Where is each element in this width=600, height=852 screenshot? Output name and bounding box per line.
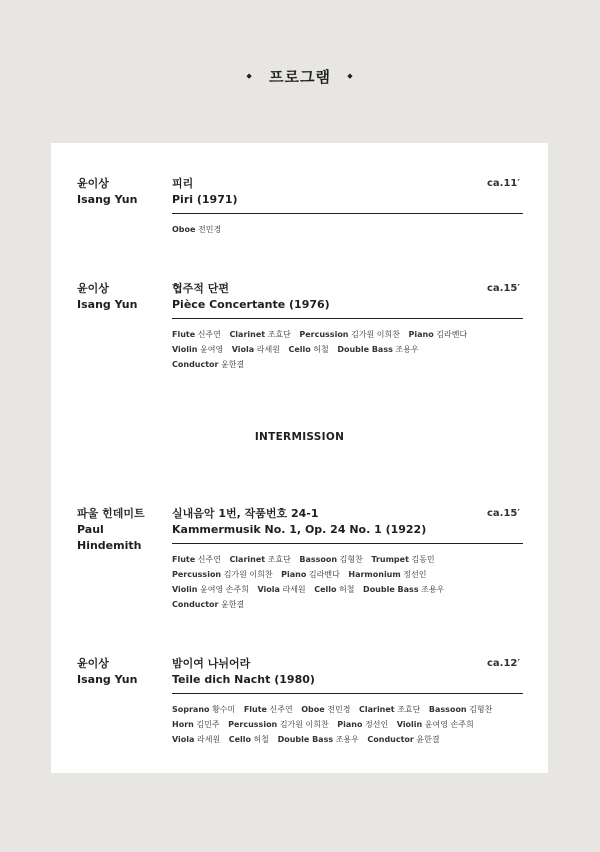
performer-names: 조용우 (395, 345, 419, 354)
performer-role: Double Bass (337, 345, 393, 354)
performers (172, 702, 532, 747)
performer-names: 정선인 (403, 570, 427, 579)
performer-role: Flute (172, 330, 196, 339)
performers (172, 552, 532, 612)
title-korean: 실내음악 1번, 작품번호 24-1 (172, 507, 319, 520)
title-english: Piri (1971) (172, 193, 238, 206)
composer (77, 176, 167, 208)
performer-names: 김가원 이희찬 (279, 720, 329, 729)
performer-line (172, 552, 532, 567)
performer-names: 신주연 (197, 330, 221, 339)
program-card (51, 143, 548, 773)
composer-korean: 윤이상 (77, 657, 109, 670)
composer-korean: 파울 힌데미트 (77, 507, 145, 520)
duration: ca.15′ (486, 508, 520, 519)
performer-names: 라세원 (196, 735, 221, 744)
performer-line (172, 702, 532, 717)
duration: ca.15′ (486, 283, 520, 294)
performer-names: 신주연 (197, 555, 221, 564)
piece-title (172, 281, 522, 313)
performer-role: Oboe (301, 705, 325, 714)
performer-names: 윤여영 (200, 345, 224, 354)
title-korean: 협주적 단편 (172, 282, 229, 295)
performer-role: Viola (257, 585, 280, 594)
performer-names: 정선인 (365, 720, 389, 729)
performer-role: Oboe (172, 225, 196, 234)
composer-korean: 윤이상 (77, 177, 109, 190)
performer-role: Conductor (172, 600, 219, 609)
performer-line (172, 582, 532, 597)
performer-role: Percussion (228, 720, 278, 729)
duration: ca.11′ (486, 178, 520, 189)
composer (77, 506, 167, 554)
performer-role: Soprano (172, 705, 210, 714)
performer-names: 허철 (339, 585, 355, 594)
performer-line (172, 342, 532, 357)
performers (172, 327, 532, 372)
composer-korean: 윤이상 (77, 282, 109, 295)
performer-role: Clarinet (229, 330, 266, 339)
performer-role: Percussion (172, 570, 222, 579)
performer-names: 윤여영 손주희 (200, 585, 249, 594)
piece-title (172, 656, 522, 688)
title-korean: 밤이여 나뉘어라 (172, 657, 251, 670)
divider (172, 213, 523, 214)
performer-line (172, 357, 532, 372)
performer-role: Bassoon (428, 705, 467, 714)
performer-names: 라세원 (256, 345, 280, 354)
performers (172, 222, 532, 237)
performer-names: 전민경 (327, 705, 351, 714)
diamond-bullet-icon: ◆ (347, 71, 354, 80)
performer-role: Violin (172, 345, 198, 354)
title-english: Pièce Concertante (1976) (172, 298, 330, 311)
performer-role: Cello (314, 585, 337, 594)
performer-names: 김라벤다 (436, 330, 468, 339)
performer-role: Flute (243, 705, 267, 714)
composer (77, 656, 167, 688)
performer-names: 김가원 이희찬 (223, 570, 273, 579)
performer-role: Conductor (367, 735, 414, 744)
performer-role: Violin (396, 720, 423, 729)
performer-line (172, 222, 532, 237)
performer-role: Viola (231, 345, 255, 354)
performer-names: 조효단 (267, 330, 291, 339)
performer-role: Double Bass (277, 735, 334, 744)
performer-role: Harmonium (348, 570, 401, 579)
performer-role: Violin (172, 585, 198, 594)
performer-role: Cello (288, 345, 311, 354)
piece-title (172, 506, 522, 538)
composer (77, 281, 167, 313)
piece-title (172, 176, 522, 208)
performer-role: Cello (228, 735, 251, 744)
performer-role: Conductor (172, 360, 219, 369)
performer-names: 전민경 (198, 225, 222, 234)
composer-english: Isang Yun (77, 673, 138, 686)
performer-names: 조효단 (267, 555, 291, 564)
performer-role: Horn (172, 720, 194, 729)
title-english: Teile dich Nacht (1980) (172, 673, 315, 686)
performer-line (172, 327, 532, 342)
performer-names: 윤한결 (416, 735, 440, 744)
performer-role: Piano (337, 720, 363, 729)
title-korean: 피리 (172, 177, 194, 190)
divider (172, 693, 523, 694)
performer-role: Trumpet (371, 555, 409, 564)
performer-role: Viola (172, 735, 195, 744)
performer-names: 김형찬 (469, 705, 493, 714)
intermission-label: INTERMISSION (254, 431, 345, 443)
divider (172, 543, 523, 544)
composer-english: Paul Hindemith (77, 523, 142, 552)
performer-line (172, 717, 532, 732)
page-title: 프로그램 (269, 68, 331, 86)
performer-role: Clarinet (229, 555, 266, 564)
performer-role: Double Bass (363, 585, 419, 594)
performer-names: 윤한결 (221, 360, 245, 369)
performer-names: 황수미 (212, 705, 236, 714)
performer-names: 김형찬 (339, 555, 363, 564)
performer-names: 조용우 (421, 585, 445, 594)
performer-line (172, 732, 532, 747)
performer-role: Percussion (299, 330, 349, 339)
performer-names: 조용우 (335, 735, 359, 744)
performer-names: 윤한결 (221, 600, 245, 609)
performer-role: Bassoon (299, 555, 338, 564)
title-english: Kammermusik No. 1, Op. 24 No. 1 (1922) (172, 523, 427, 536)
performer-role: Clarinet (358, 705, 395, 714)
performer-names: 김민주 (196, 720, 220, 729)
performer-role: Piano (408, 330, 434, 339)
performer-names: 김동민 (411, 555, 435, 564)
performer-line (172, 567, 532, 582)
composer-english: Isang Yun (77, 298, 138, 311)
performer-names: 허철 (313, 345, 329, 354)
composer-english: Isang Yun (77, 193, 138, 206)
duration: ca.12′ (486, 658, 520, 669)
performer-names: 신주연 (269, 705, 293, 714)
performer-names: 허철 (253, 735, 270, 744)
performer-names: 조효단 (397, 705, 421, 714)
program-header (0, 66, 600, 87)
performer-role: Piano (281, 570, 307, 579)
performer-names: 라세원 (282, 585, 306, 594)
performer-role: Flute (172, 555, 196, 564)
performer-names: 김라벤다 (308, 570, 340, 579)
performer-names: 윤여영 손주희 (424, 720, 474, 729)
divider (172, 318, 523, 319)
performer-line (172, 597, 532, 612)
diamond-bullet-icon: ◆ (246, 71, 253, 80)
performer-names: 김가원 이희찬 (351, 330, 400, 339)
